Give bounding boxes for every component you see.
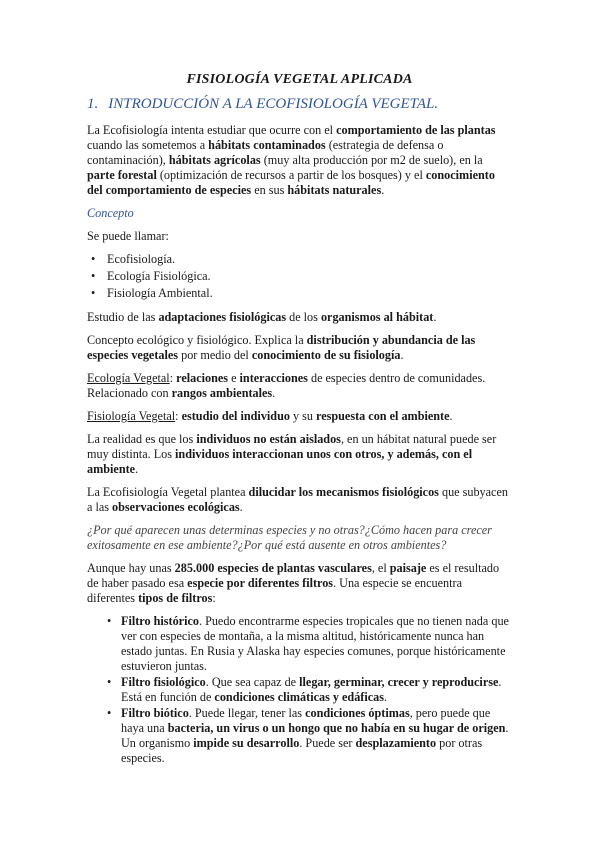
section-number: 1.: [87, 96, 99, 112]
aunque-paragraph: Aunque hay unas 285.000 especies de plantas vasculares, el paisaje es el resultado de haber pasado esa especie por diferentes filtros. Una especie se encuentra diferentes tipos de filtros:: [87, 561, 500, 605]
section-heading: [87, 96, 512, 113]
intro-paragraph: La Ecofisiología intenta estudiar que ocurre con el comportamiento de las plantas cuando las sometemos a hábitats contaminados (estrategia de defensa o contaminación), hábitats agrícolas (muy alta producción por m2 de suelo), en la parte forestal (optimización de recursos a partir de los bosques) y el conocimiento del comportamiento de especies en sus hábitats naturales.: [87, 123, 496, 197]
se-puede-llamar: Se puede llamar:: [87, 229, 169, 243]
bullet-icon: •: [107, 675, 112, 689]
concepto-ecologico-paragraph: Concepto ecológico y fisiológico. Explica la distribución y abundancia de las especies vegetales por medio del conocimiento de su fisiología.: [87, 333, 476, 362]
fisiologia-vegetal-paragraph: Fisiología Vegetal: estudio del individuo y su respuesta con el ambiente.: [87, 409, 453, 423]
list-item-filtro-fisiologico: • Filtro fisiológico. Que sea capaz de llegar, germinar, crecer y reproducirse. Está en función de condiciones climáticas y edáficas.: [107, 675, 502, 704]
bullet-icon: •: [91, 252, 96, 266]
filtros-list: [87, 614, 512, 766]
bullet-icon: •: [91, 286, 96, 300]
question-paragraph: ¿Por qué aparecen unas determinas especies y no otras?¿Cómo hacen para crecer exitosamente en ese ambiente?¿Por qué está ausente en otros ambientes?: [87, 523, 492, 552]
list-item: • Ecología Fisiológica.: [91, 269, 211, 283]
document-title: FISIOLOGÍA VEGETAL APLICADA: [186, 72, 413, 87]
bullet-icon: •: [107, 706, 112, 720]
section-title: INTRODUCCIÓN A LA ECOFISIOLOGÍA VEGETAL.: [108, 96, 439, 112]
ecologia-vegetal-paragraph: Ecología Vegetal: relaciones e interacciones de especies dentro de comunidades. Relacionado con rangos ambientales.: [87, 371, 486, 400]
list-item: • Fisiología Ambiental.: [91, 286, 213, 300]
concepto-heading: Concepto: [87, 206, 134, 220]
document-page: [87, 72, 512, 775]
list-item-filtro-biotico: • Filtro biótico. Puede llegar, tener las condiciones óptimas, pero puede que haya una bacteria, un virus o un hongo que no había en su hugar de origen. Un organismo impide su desarrollo. Puede ser desplazamiento por otras especies.: [107, 706, 509, 765]
bullet-icon: •: [91, 269, 96, 283]
bullet-icon: •: [107, 614, 112, 628]
estudio-paragraph: Estudio de las adaptaciones fisiológicas de los organismos al hábitat.: [87, 310, 437, 324]
list-item-filtro-historico: • Filtro histórico. Puedo encontrarme especies tropicales que no tienen nada que ver con especies de montaña, a la misma altitud, históricamente nunca han estado juntas. En Rusia y Alaska hay especies comunes, porque históricamente estuvieron juntas.: [107, 614, 509, 673]
plantea-paragraph: La Ecofisiología Vegetal plantea dilucidar los mecanismos fisiológicos que subyacen a las observaciones ecológicas.: [87, 485, 508, 514]
names-list: [87, 252, 512, 301]
realidad-paragraph: La realidad es que los individuos no están aislados, en un hábitat natural puede ser muy distinta. Los individuos interaccionan unos con otros, y además, con el ambiente.: [87, 432, 497, 476]
list-item: • Ecofisiología.: [91, 252, 176, 266]
